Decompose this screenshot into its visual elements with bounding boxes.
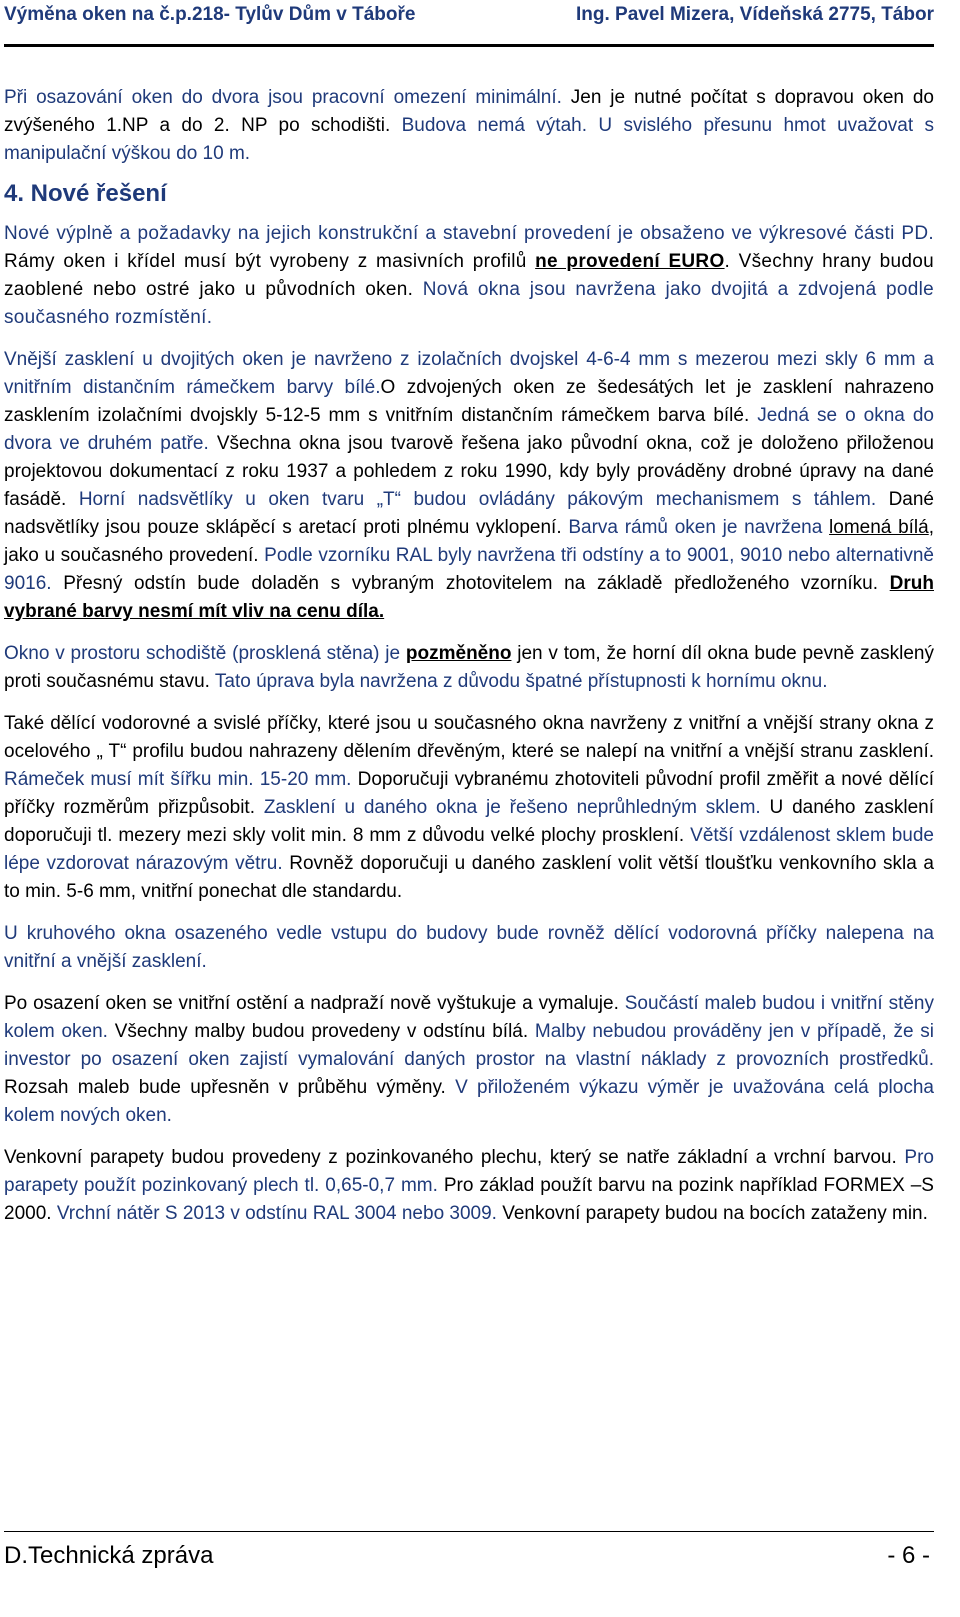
page-header	[4, 0, 934, 30]
intro-text-a: Při osazování oken do dvora jsou pracovní omezení minimální.	[4, 87, 571, 108]
intro-text-c: Budova nemá výtah. U svislého přesunu hmot uvažovat s manipulační výškou do 10 m.	[4, 115, 934, 164]
mullions-text-e: U daného zasklení doporučuji tl. mezery mezi skly volit min. 8 mm z důvodu velké plochy prosklení.	[4, 797, 934, 846]
glazing-text-2: O zdvojených oken ze šedesátých let je zasklení nahrazeno zasklením izolačními dvojskly 5-12-5 mm s vnitřním distančním rámečkem barva bílé.	[4, 377, 934, 426]
mullions-text-g: Rovněž doporučuji u daného zasklení volit větší tloušťku venkovního skla a to min. 5-6 mm, vnitřní ponechat dle standardu.	[4, 853, 934, 902]
mullions-text-b: Rámeček musí mít šířku min. 15-20 mm.	[4, 769, 358, 790]
sills-text-a: Venkovní parapety budou provedeny z pozinkovaného plechu, který se natře základní a vrchní barvou.	[4, 1147, 905, 1168]
solution-text-a: Nové výplně a požadavky na jejich konstrukční a stavební provedení je obsaženo ve výkresové části PD.	[4, 223, 934, 244]
solution-euro-emphasis: ne provedení EURO	[535, 251, 725, 272]
glazing-text-4: Všechna okna jsou tvarově řešena jako původní okna, což je doloženo přiloženou projektovou dokumentací z roku 1937 a pohledem z roku 1990, kdy byly prováděny drobné úpravy na dané fasádě.	[4, 433, 934, 510]
footer-document-name: D.Technická zpráva	[4, 1542, 214, 1569]
solution-text-b: Rámy oken i křídel musí být vyrobeny z masivních profilů	[4, 251, 536, 272]
reveals-text-c: Všechny malby budou provedeny v odstínu bílá.	[114, 1021, 535, 1042]
mullions-paragraph	[4, 710, 934, 906]
round-window-paragraph	[4, 920, 934, 976]
header-project-title: Výměna oken na č.p.218- Tylův Dům v Táboře	[4, 4, 416, 25]
glazing-price-warning: Druh vybrané barvy nesmí mít vliv na cenu díla.	[4, 573, 934, 622]
sills-text-b: Pro parapety použít pozinkovaný plech tl. 0,65-0,7 mm.	[4, 1147, 934, 1196]
sills-paragraph	[4, 1144, 934, 1228]
intro-paragraph	[4, 84, 934, 168]
reveals-text-f: V přiloženém výkazu výměr je uvažována celá plocha kolem nových oken.	[4, 1077, 934, 1126]
reveals-paragraph	[4, 990, 934, 1130]
staircase-text-b: jen v tom, že horní díl okna bude pevně zasklený proti současnému stavu.	[4, 643, 934, 692]
staircase-paragraph	[4, 640, 934, 696]
sills-text-d: Vrchní nátěr S 2013 v odstínu RAL 3004 nebo 3009.	[56, 1203, 503, 1224]
reveals-text-b: Součástí maleb budou i vnitřní stěny kolem oken.	[4, 993, 934, 1042]
document-body	[4, 84, 934, 1242]
mullions-text-f: Větší vzdálenost sklem bude lépe vzdorovat nárazovým větru.	[4, 825, 934, 874]
round-window-text: U kruhového okna osazeného vedle vstupu do budovy bude rovněž dělící vodorovná příčky nalepena na vnitřní a vnější zasklení.	[4, 923, 934, 972]
staircase-changed-emphasis: pozměněno	[405, 643, 512, 664]
header-divider	[4, 44, 934, 47]
mullions-text-d: Zasklení u daného okna je řešeno neprůhledným sklem.	[263, 797, 770, 818]
page-footer	[4, 1540, 930, 1572]
glazing-text-6: Dané nadsvětlíky jsou pouze sklápěcí s aretací proti plnému vyklopení.	[4, 489, 934, 538]
solution-text-c: . Všechny hrany budou zaoblené nebo ostré jako u původních oken.	[4, 251, 935, 300]
glazing-paragraph	[4, 346, 934, 626]
glazing-text-7: Barva rámů oken je navržena	[568, 517, 830, 538]
solution-paragraph	[4, 220, 934, 332]
glazing-text-3: Jedná se o okna do dvora ve druhém patře.	[4, 405, 934, 454]
header-author: Ing. Pavel Mizera, Vídeňská 2775, Tábor	[576, 4, 934, 25]
page-number: - 6 -	[887, 1542, 930, 1569]
sills-text-c: Pro základ použít barvu na pozink například FORMEX –S 2000.	[4, 1175, 934, 1224]
staircase-text-c: Tato úprava byla navržena z důvodu špatné přístupnosti k hornímu oknu.	[214, 671, 828, 692]
footer-divider	[4, 1531, 934, 1532]
glazing-text-8: , jako u současného provedení.	[4, 517, 935, 566]
reveals-text-e: Rozsah maleb bude upřesněn v průběhu výměny.	[4, 1077, 456, 1098]
solution-text-d: Nová okna jsou navržena jako dvojitá a zdvojená podle současného rozmístění.	[4, 279, 934, 328]
glazing-text-10: Přesný odstín bude doladěn s vybraným zhotovitelem na základě předloženého vzorníku.	[63, 573, 890, 594]
glazing-color-emphasis: lomená bílá	[829, 517, 929, 538]
sills-text-e: Venkovní parapety budou na bocích zataženy min.	[502, 1203, 928, 1224]
intro-text-b: Jen je nutné počítat s dopravou oken do zvýšeného 1.NP a do 2. NP po schodišti.	[4, 87, 934, 136]
mullions-text-c: Doporučuji vybranému zhotoviteli původní profil změřit a nové dělící příčky rozměrům přizpůsobit.	[4, 769, 934, 818]
glazing-text-1: Vnější zasklení u dvojitých oken je navrženo z izolačních dvojskel 4-6-4 mm s mezerou mezi skly 6 mm a vnitřním distančním rámečkem barvy bílé.	[4, 349, 934, 398]
glazing-text-5: Horní nadsvětlíky u oken tvaru „T“ budou ovládány pákovým mechanismem s táhlem.	[78, 489, 889, 510]
reveals-text-d: Malby nebudou prováděny jen v případě, že si investor po osazení oken zajistí vymalování daných prostor na vlastní náklady z provozních prostředků.	[4, 1021, 934, 1070]
mullions-text-a: Také dělící vodorovné a svislé příčky, které jsou u současného okna navrženy z vnitřní a vnější strany okna z ocelového „ T“ profilu budou nahrazeny dělením dřevěným, které se nalepí na vnitřní a vnější stranu zasklení.	[4, 713, 934, 762]
glazing-text-9: Podle vzorníku RAL byly navržena tři odstíny a to 9001, 9010 nebo alternativně 9016.	[4, 545, 934, 594]
staircase-text-a: Okno v prostoru schodiště (prosklená stěna) je	[4, 643, 406, 664]
reveals-text-a: Po osazení oken se vnitřní ostění a nadpraží nově vyštukuje a vymaluje.	[4, 993, 625, 1014]
section-heading: 4. Nové řešení	[4, 180, 167, 207]
